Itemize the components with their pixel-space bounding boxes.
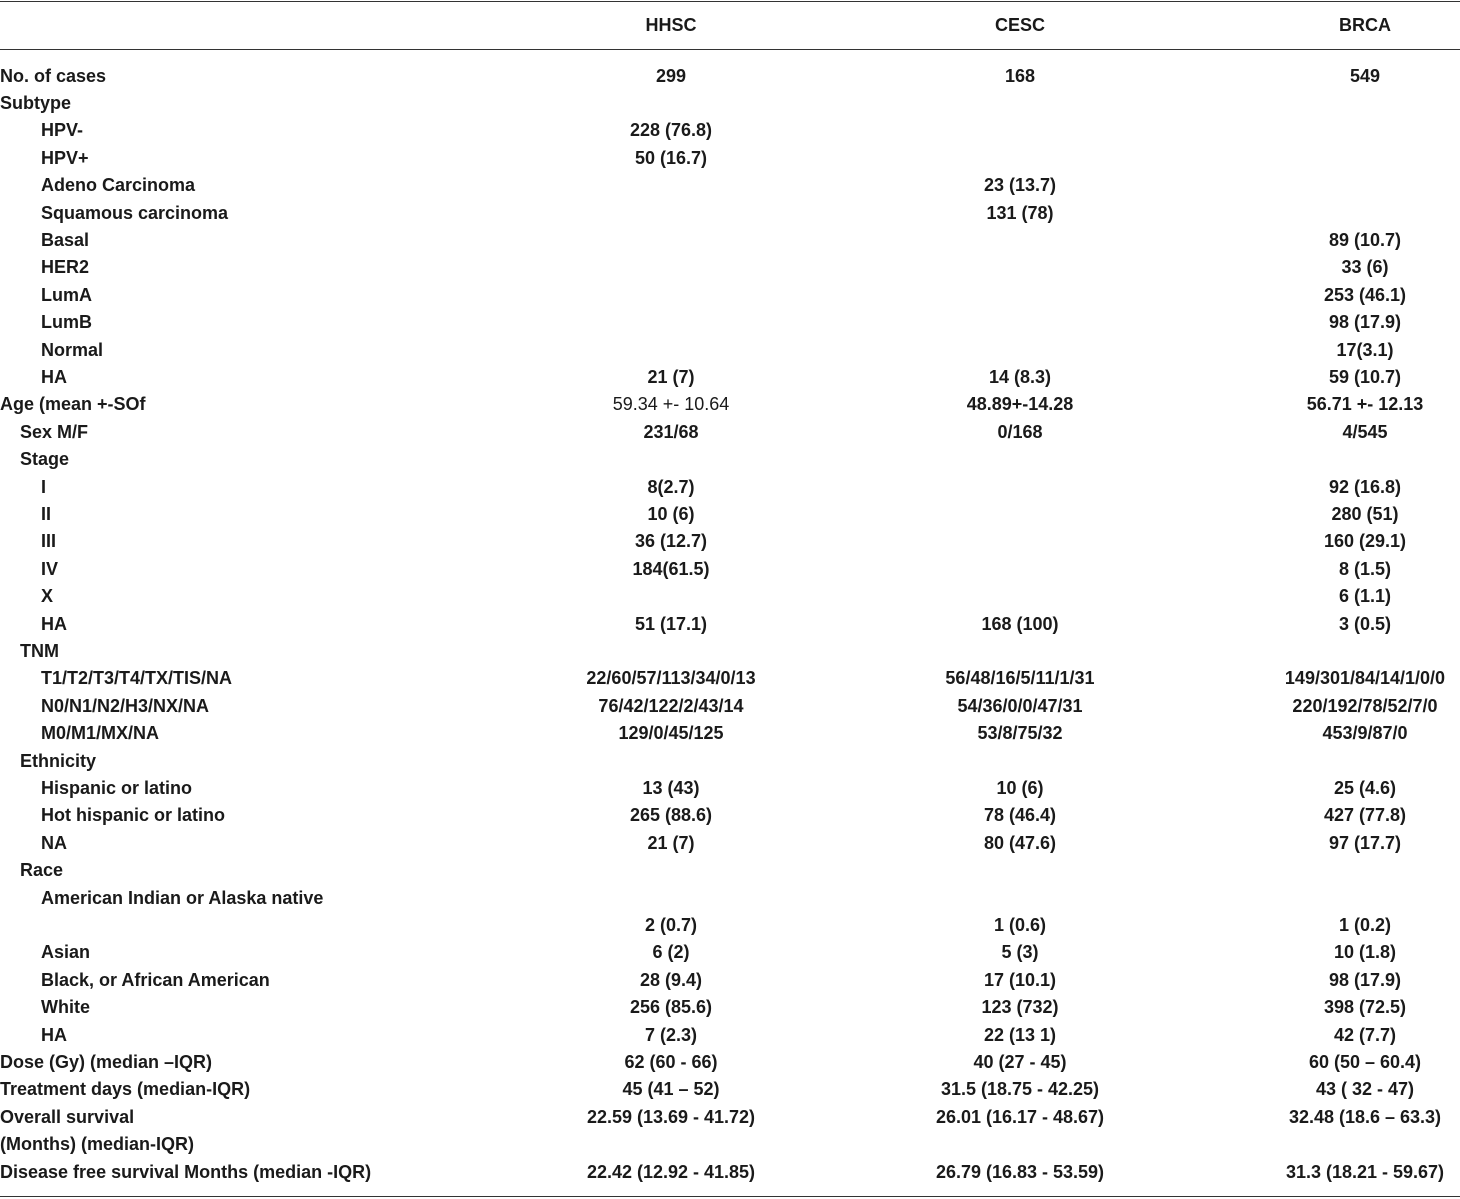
table-row [0, 720, 1460, 747]
cell-hhsc: 21 (7) [647, 366, 695, 387]
cell-brca: 3 (0.5) [1338, 613, 1392, 634]
cell-brca: 92 (16.8) [1328, 476, 1402, 497]
cell-cesc: 1 (0.6) [993, 914, 1047, 935]
cell-cesc: 22 (13 1) [983, 1024, 1057, 1045]
cell-brca: 160 (29.1) [1323, 531, 1407, 552]
cell-brca: 97 (17.7) [1328, 832, 1402, 853]
row-label: Basal [41, 229, 90, 250]
table-row [0, 583, 1460, 610]
cell-hhsc: 129/0/45/125 [618, 723, 724, 744]
row-label: HPV- [41, 120, 84, 141]
row-label: (Months) (median-IQR) [0, 1134, 194, 1155]
cell-cesc: 23 (13.7) [983, 175, 1057, 196]
cell-cesc: 31.5 (18.75 - 42.25) [940, 1079, 1100, 1100]
row-label: TNM [20, 640, 59, 661]
table-row [0, 364, 1460, 391]
cell-cesc: 123 (732) [981, 997, 1059, 1018]
table-row [0, 227, 1460, 254]
cell-hhsc: 13 (43) [642, 777, 700, 798]
cell-hhsc: 45 (41 – 52) [622, 1079, 720, 1100]
cell-brca: 549 [1349, 65, 1381, 86]
cell-hhsc: 76/42/122/2/43/14 [598, 695, 744, 716]
row-label: HER2 [41, 257, 90, 278]
top-rule [0, 1, 1460, 2]
table-row [0, 1104, 1460, 1131]
cell-hhsc: 299 [655, 65, 687, 86]
cell-hhsc: 21 (7) [647, 832, 695, 853]
cell-hhsc: 51 (17.1) [634, 613, 708, 634]
table-row [0, 1076, 1460, 1103]
cell-hhsc: 256 (85.6) [629, 997, 713, 1018]
cell-cesc: 56/48/16/5/11/1/31 [945, 668, 1095, 689]
row-label: Hot hispanic or latino [41, 805, 226, 826]
table-row [0, 830, 1460, 857]
cell-brca: 33 (6) [1341, 257, 1389, 278]
table-row [0, 391, 1460, 418]
cell-cesc: 53/8/75/32 [977, 723, 1063, 744]
table-row [0, 117, 1460, 144]
cell-cesc: 26.79 (16.83 - 53.59) [935, 1161, 1105, 1182]
row-label: IV [41, 558, 59, 579]
table-row [0, 446, 1460, 473]
cell-brca: 43 ( 32 - 47) [1315, 1079, 1415, 1100]
cell-hhsc: 36 (12.7) [634, 531, 708, 552]
cell-cesc: 10 (6) [996, 777, 1044, 798]
row-label: LumB [41, 312, 92, 333]
row-label: I [41, 476, 47, 497]
cell-cesc: 17 (10.1) [983, 969, 1057, 990]
cell-hhsc: 62 (60 - 66) [624, 1051, 718, 1072]
table-row [0, 638, 1460, 665]
cell-brca: 32.48 (18.6 – 63.3) [1288, 1106, 1442, 1127]
row-label: Adeno Carcinoma [41, 175, 196, 196]
row-label: Sex M/F [20, 421, 89, 442]
cell-hhsc: 22.42 (12.92 - 41.85) [586, 1161, 756, 1182]
table-row [0, 1131, 1460, 1158]
cell-brca: 8 (1.5) [1338, 558, 1392, 579]
cell-cesc: 168 (100) [981, 613, 1059, 634]
row-label: HPV+ [41, 147, 89, 168]
row-label: Age (mean +-SOf [0, 394, 146, 415]
cell-cesc: 80 (47.6) [983, 832, 1057, 853]
row-label: Asian [41, 942, 91, 963]
cell-hhsc: 184(61.5) [632, 558, 710, 579]
cell-hhsc: 265 (88.6) [629, 805, 713, 826]
header-row [0, 12, 1460, 39]
table-row [0, 528, 1460, 555]
row-label: Normal [41, 339, 104, 360]
cell-brca: 4/545 [1342, 421, 1388, 442]
cell-brca: 25 (4.6) [1333, 777, 1397, 798]
cell-hhsc: 10 (6) [647, 503, 695, 524]
row-label: N0/N1/N2/H3/NX/NA [41, 695, 210, 716]
table-row [0, 665, 1460, 692]
cell-brca: 42 (7.7) [1333, 1024, 1397, 1045]
cell-hhsc: 22/60/57/113/34/0/13 [586, 668, 756, 689]
row-label: Dose (Gy) (median –IQR) [0, 1051, 213, 1072]
cell-brca: 59 (10.7) [1328, 366, 1402, 387]
cell-brca: 98 (17.9) [1328, 312, 1402, 333]
row-label: II [41, 503, 52, 524]
row-label: Hispanic or latino [41, 777, 193, 798]
table-row [0, 337, 1460, 364]
table-row [0, 254, 1460, 281]
table-row [0, 1049, 1460, 1076]
table-row [0, 912, 1460, 939]
row-label: Squamous carcinoma [41, 202, 229, 223]
table-row [0, 939, 1460, 966]
cell-cesc: 168 [1004, 65, 1036, 86]
row-label: American Indian or Alaska native [41, 887, 324, 908]
cell-brca: 31.3 (18.21 - 59.67) [1285, 1161, 1445, 1182]
table-row [0, 309, 1460, 336]
cell-brca: 1 (0.2) [1338, 914, 1392, 935]
table-row [0, 611, 1460, 638]
cell-cesc: 48.89+-14.28 [966, 394, 1074, 415]
table-row [0, 748, 1460, 775]
row-label: Overall survival [0, 1106, 135, 1127]
row-label: Ethnicity [20, 750, 97, 771]
cell-cesc: 5 (3) [1001, 942, 1039, 963]
row-label: HA [41, 1024, 67, 1045]
cell-brca: 253 (46.1) [1323, 284, 1407, 305]
cell-cesc: 26.01 (16.17 - 48.67) [935, 1106, 1105, 1127]
cell-brca: 149/301/84/14/1/0/0 [1284, 668, 1446, 689]
cell-cesc: 131 (78) [986, 202, 1054, 223]
table-row [0, 1022, 1460, 1049]
cell-brca: 6 (1.1) [1338, 586, 1392, 607]
table-row [0, 282, 1460, 309]
cell-brca: 220/192/78/52/7/0 [1292, 695, 1438, 716]
cell-cesc: 78 (46.4) [983, 805, 1057, 826]
table-row [0, 90, 1460, 117]
cell-brca: 427 (77.8) [1323, 805, 1407, 826]
cell-brca: 56.71 +- 12.13 [1306, 394, 1424, 415]
table-row [0, 802, 1460, 829]
row-label: III [41, 531, 57, 552]
cell-brca: 280 (51) [1331, 503, 1399, 524]
row-label: LumA [41, 284, 92, 305]
cell-brca: 60 (50 – 60.4) [1308, 1051, 1422, 1072]
table-row [0, 172, 1460, 199]
row-label: HA [41, 613, 67, 634]
cell-hhsc: 228 (76.8) [629, 120, 713, 141]
bottom-rule [0, 1196, 1460, 1197]
row-label: White [41, 997, 90, 1018]
table-row [0, 885, 1460, 912]
table-row [0, 419, 1460, 446]
column-header-hhsc: HHSC [645, 15, 697, 35]
table-row [0, 200, 1460, 227]
table-row [0, 474, 1460, 501]
column-header-brca: BRCA [1339, 15, 1391, 35]
cell-brca: 89 (10.7) [1328, 229, 1402, 250]
cell-hhsc: 231/68 [643, 421, 699, 442]
row-label: No. of cases [0, 65, 107, 86]
cell-hhsc: 7 (2.3) [644, 1024, 698, 1045]
table-row [0, 501, 1460, 528]
row-label: X [41, 586, 54, 607]
table-row [0, 967, 1460, 994]
table-row [0, 775, 1460, 802]
cell-hhsc: 8(2.7) [647, 476, 695, 497]
table-row [0, 693, 1460, 720]
cell-brca: 17(3.1) [1336, 339, 1394, 360]
cell-hhsc: 6 (2) [652, 942, 690, 963]
table-row [0, 1159, 1460, 1186]
row-label: Race [20, 860, 64, 881]
table-row [0, 145, 1460, 172]
row-label: Stage [20, 449, 70, 470]
table-row [0, 994, 1460, 1021]
cell-hhsc: 50 (16.7) [634, 147, 708, 168]
row-label: NA [41, 832, 67, 853]
row-label: Black, or African American [41, 969, 270, 990]
column-header-cesc: CESC [994, 15, 1046, 35]
cell-cesc: 54/36/0/0/47/31 [957, 695, 1083, 716]
cell-hhsc: 2 (0.7) [644, 914, 698, 935]
table-row [0, 857, 1460, 884]
row-label: T1/T2/T3/T4/TX/TIS/NA [41, 668, 233, 689]
row-label: Disease free survival Months (median -IQR) [0, 1161, 372, 1182]
cell-cesc: 40 (27 - 45) [973, 1051, 1067, 1072]
cell-brca: 10 (1.8) [1333, 942, 1397, 963]
row-label: Subtype [0, 92, 72, 113]
row-label: Treatment days (median-IQR) [0, 1079, 251, 1100]
table-row [0, 556, 1460, 583]
row-label: M0/M1/MX/NA [41, 723, 160, 744]
cell-brca: 98 (17.9) [1328, 969, 1402, 990]
cell-hhsc: 59.34 +- 10.64 [612, 394, 730, 415]
cell-hhsc: 28 (9.4) [639, 969, 703, 990]
cell-cesc: 0/168 [997, 421, 1043, 442]
table-row [0, 63, 1460, 90]
header-rule [0, 49, 1460, 50]
row-label: HA [41, 366, 67, 387]
cell-hhsc: 22.59 (13.69 - 41.72) [586, 1106, 756, 1127]
cell-cesc: 14 (8.3) [988, 366, 1052, 387]
cell-brca: 453/9/87/0 [1322, 723, 1408, 744]
cell-brca: 398 (72.5) [1323, 997, 1407, 1018]
